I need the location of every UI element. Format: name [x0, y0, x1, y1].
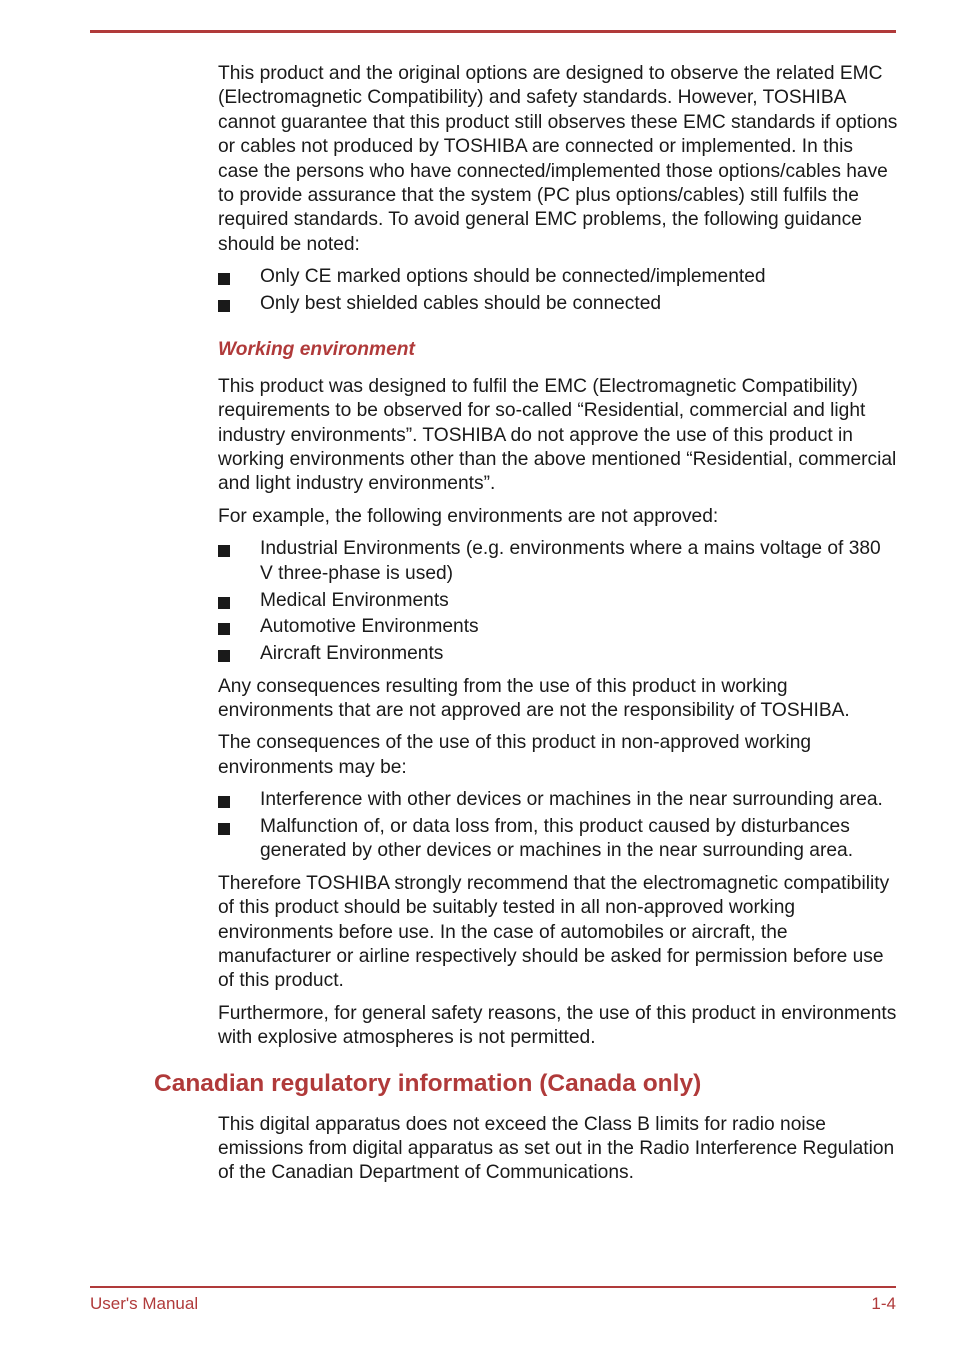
list-item-text: Malfunction of, or data loss from, this product caused by disturbances generated by other devices or machines in the near surrounding area.	[260, 815, 854, 862]
canada-paragraph: This digital apparatus does not exceed the Class B limits for radio noise emissions from digital apparatus as set out in the Radio Interference Regulation of the Canadian Department of Communications.	[218, 1113, 895, 1184]
list-item-text: Industrial Environments (e.g. environments where a mains voltage of 380 V three-phase is used)	[260, 538, 881, 584]
square-bullet-icon	[218, 597, 230, 609]
working-paragraph-5: Therefore TOSHIBA strongly recommend that the electromagnetic compatibility of this product should be suitably tested in all non-approved working environments before use. In the case of automobiles or aircraft, the manufacturer or airline respectively should be asked for permission before use of this product.	[218, 872, 890, 992]
footer-page-number: 1-4	[871, 1294, 896, 1313]
list-item	[218, 292, 898, 316]
list-item	[218, 537, 898, 586]
list-item-text: Medical Environments	[260, 589, 449, 611]
header-rule	[90, 30, 896, 33]
canada-section-heading: Canadian regulatory information (Canada only)	[154, 1069, 702, 1097]
list-item-text: Aircraft Environments	[260, 643, 444, 665]
square-bullet-icon	[218, 273, 230, 285]
footer-manual-title: User's Manual	[90, 1294, 199, 1313]
square-bullet-icon	[218, 796, 230, 808]
not-approved-list	[218, 537, 898, 666]
intro-paragraph: This product and the original options are designed to observe the related EMC (Electromagnetic Compatibility) and safety standards. However, TOSHIBA cannot guarantee that this product still observes these EMC standards if options or cables not produced by TOSHIBA are connected or implemented. In this case the persons who have connected/implemented those options/cables have to provide assurance that the system (PC plus options/cables) still fulfils the required standards. To avoid general EMC problems, the following guidance should be noted:	[218, 63, 898, 255]
list-item-text: Only CE marked options should be connected/implemented	[260, 266, 766, 288]
list-item	[218, 815, 898, 864]
square-bullet-icon	[218, 650, 230, 662]
list-item-text: Only best shielded cables should be connected	[260, 293, 662, 315]
working-paragraph-2: For example, the following environments are not approved:	[218, 505, 719, 527]
footer-rule	[90, 1286, 896, 1288]
working-paragraph-6: Furthermore, for general safety reasons, the use of this product in environments with explosive atmospheres is not permitted.	[218, 1002, 897, 1049]
list-item-text: Automotive Environments	[260, 616, 479, 638]
list-item	[218, 615, 898, 639]
list-item	[218, 589, 898, 613]
list-item-text: Interference with other devices or machines in the near surrounding area.	[260, 789, 883, 811]
working-environment-heading: Working environment	[218, 339, 415, 361]
square-bullet-icon	[218, 545, 230, 557]
list-item	[218, 642, 898, 666]
working-paragraph-3: Any consequences resulting from the use of this product in working environments that are not approved are not the responsibility of TOSHIBA.	[218, 675, 850, 721]
list-item	[218, 265, 898, 289]
list-item	[218, 788, 898, 812]
square-bullet-icon	[218, 623, 230, 635]
consequences-list	[218, 788, 898, 864]
square-bullet-icon	[218, 823, 230, 835]
page-content	[154, 62, 898, 1194]
guidance-list	[218, 265, 898, 316]
working-paragraph-1: This product was designed to fulfil the EMC (Electromagnetic Compatibility) requirements to be observed for so-called “Residential, commercial and light industry environments”. TOSHIBA do not approve the use of this product in working environments other than the above mentioned “Residential, commercial and light industry environments”.	[218, 375, 897, 495]
square-bullet-icon	[218, 300, 230, 312]
working-paragraph-4: The consequences of the use of this product in non-approved working environments may be:	[218, 732, 812, 778]
